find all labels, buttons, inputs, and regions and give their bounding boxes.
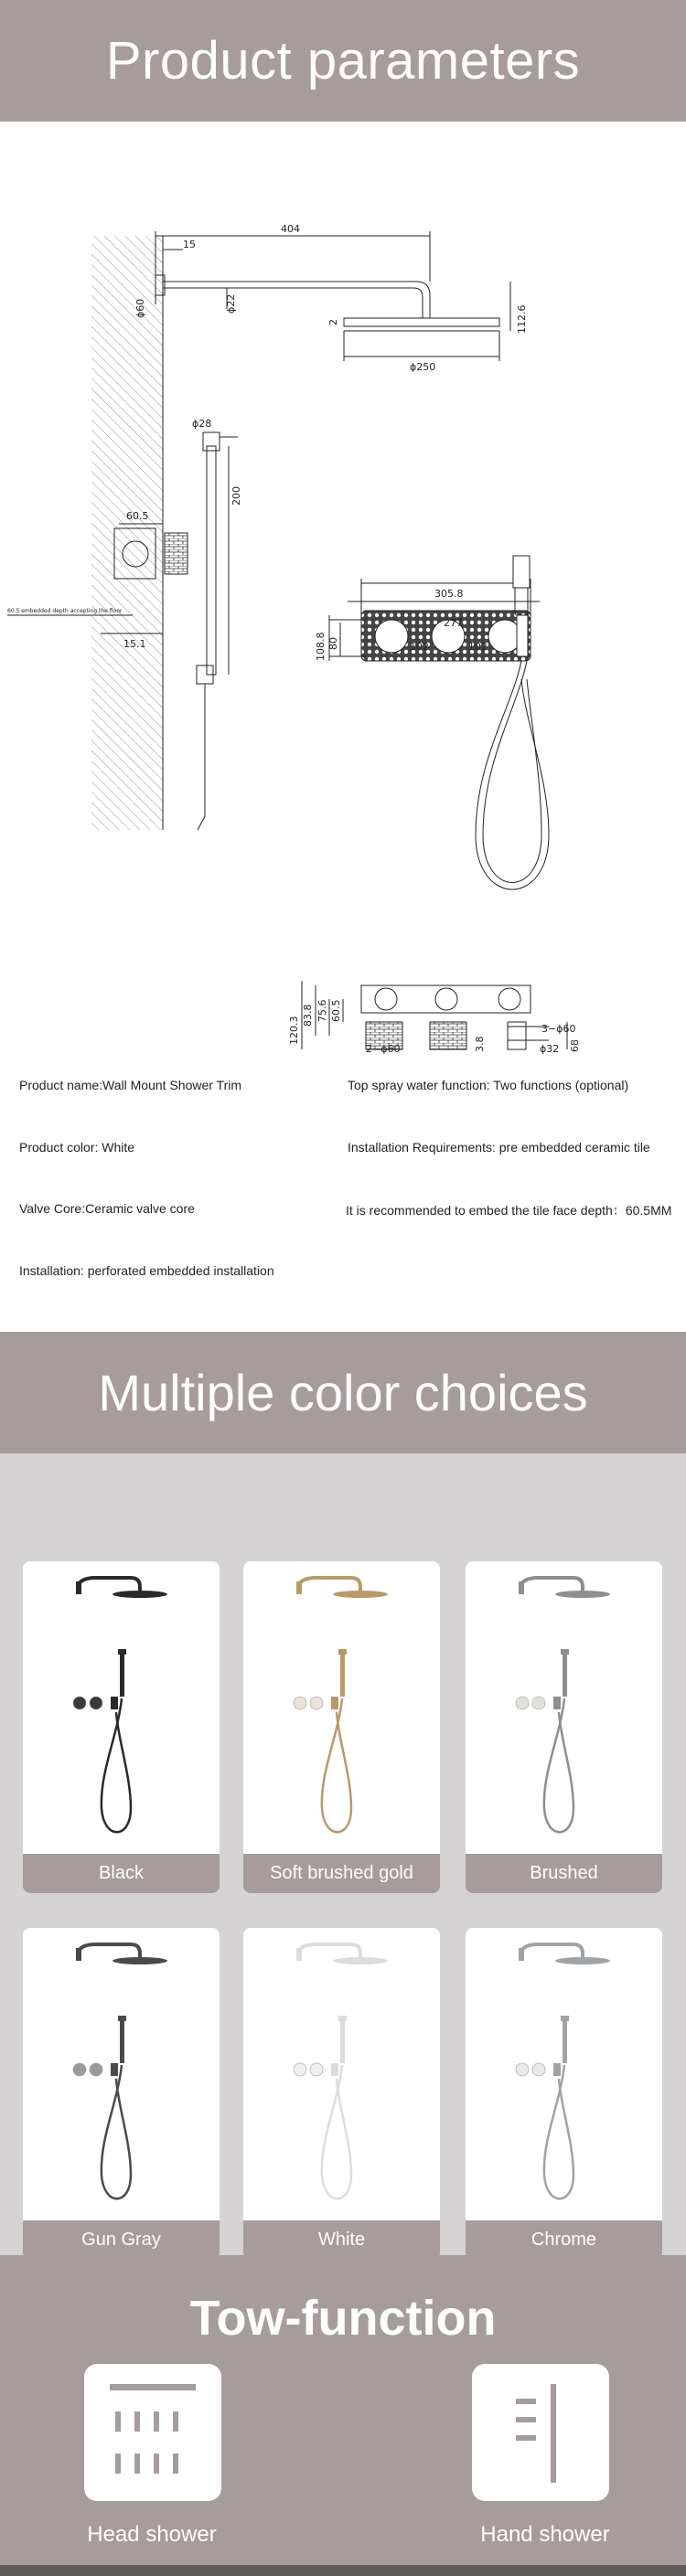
color-card[interactable] [23,1928,220,2260]
color-card[interactable] [243,1561,440,1893]
param-product-color: Product color: White [19,1140,135,1155]
param-valve-core: Valve Core:Ceramic valve core [19,1201,195,1216]
dim-phi22: ϕ22 [225,293,237,314]
embedded-depth-note: 60.5 embedded depth accepting the floor [7,608,123,614]
dim-80: 80 [327,637,339,650]
shower-set-image [466,1561,662,1854]
dim-15-1: 15.1 [123,638,146,650]
shower-set-image [243,1928,440,2220]
color-label: Brushed [466,1854,662,1893]
param-tile-depth: It is recommended to embed the tile face depth：60.5MM [346,1203,672,1218]
wall-hatch [91,236,163,830]
dim-15: 15 [183,239,196,250]
dim-3phi60: 3−ϕ60 [541,1023,576,1035]
dim-60-5b: 60.5 [330,999,342,1022]
param-product-name: Product name:Wall Mount Shower Trim [19,1078,242,1092]
dim-phi60: ϕ60 [134,298,146,318]
dim-2phi60: 2−ϕ60 [366,1043,401,1054]
color-label: Gun Gray [23,2220,220,2260]
dim-2: 2 [327,319,339,325]
color-label: Black [23,1854,220,1893]
param-installation: Installation: perforated embedded installation [19,1263,274,1278]
technical-drawing [0,122,686,1054]
dim-phi32: ϕ32 [540,1043,560,1054]
color-card[interactable] [466,1928,662,2260]
dim-3-8: 3.8 [474,1036,486,1052]
param-installation-requirements: Installation Requirements: pre embedded ceramic tile [348,1140,650,1155]
dim-60-5: 60.5 [126,510,149,522]
color-label: Soft brushed gold [243,1854,440,1893]
dim-83-8: 83.8 [302,1004,314,1027]
dim-404: 404 [281,223,300,235]
dim-75-6: 75.6 [316,999,328,1022]
params-banner [0,0,686,122]
bottom-strip [0,2565,686,2576]
dim-120-3: 120.3 [288,1016,300,1045]
head-shower-icon [84,2364,221,2501]
dim-200: 200 [230,486,242,506]
colors-title: Multiple color choices [98,1364,588,1421]
dim-102b: 102 [468,641,488,653]
color-label: White [243,2220,440,2260]
product-parameters [0,1054,686,1332]
shower-set-image [466,1928,662,2220]
function-section [0,2255,686,2576]
dim-68: 68 [569,1039,581,1052]
dim-108-8: 108.8 [315,632,327,661]
colors-banner [0,1332,686,1453]
dim-phi28: ϕ28 [192,418,212,430]
dimension-drawing [0,122,686,1054]
color-card[interactable] [243,1928,440,2260]
head-shower-label: Head shower [87,2522,217,2547]
function-title: Tow-function [189,2291,497,2346]
params-title: Product parameters [105,31,581,90]
hand-shower-icon [472,2364,609,2501]
dim-305-8: 305.8 [434,588,464,600]
color-card[interactable] [466,1561,662,1893]
color-choices [0,1332,686,2255]
color-card[interactable] [23,1561,220,1893]
shower-set-image [23,1561,220,1854]
dim-phi250: ϕ250 [410,361,436,373]
param-top-spray: Top spray water function: Two functions (optional) [348,1078,629,1092]
color-label: Chrome [466,2220,662,2260]
dim-102a: 102 [410,641,429,653]
dim-277: 277 [444,617,463,629]
hand-shower-label: Hand shower [480,2522,610,2547]
shower-set-image [23,1928,220,2220]
dim-112-6: 112.6 [516,304,528,334]
shower-set-image [243,1561,440,1854]
